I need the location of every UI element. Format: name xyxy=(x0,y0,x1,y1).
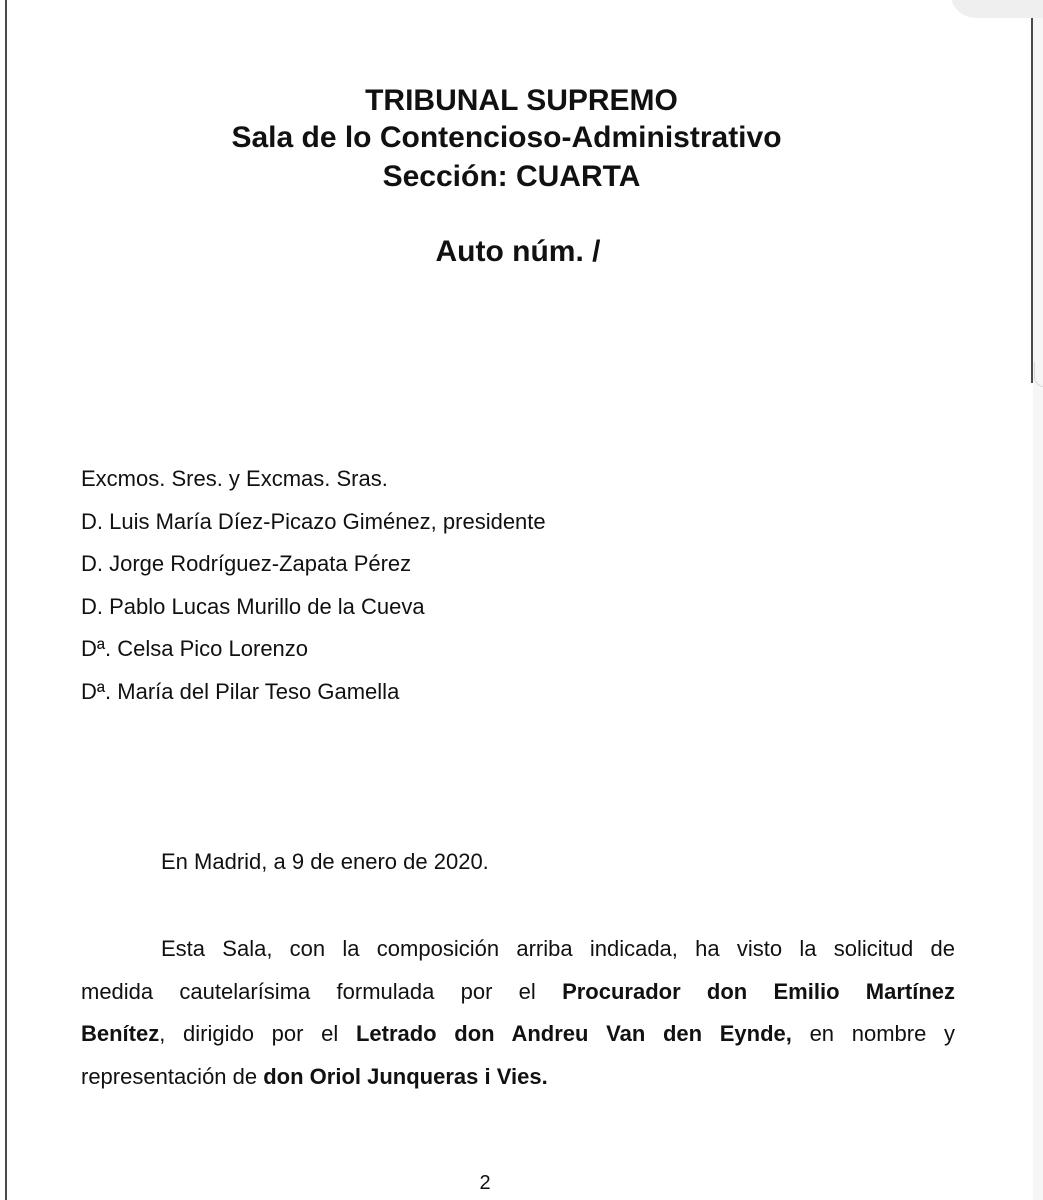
court-title: TRIBUNAL SUPREMO xyxy=(365,84,678,117)
section-title: Sección: CUARTA xyxy=(382,160,641,193)
body-text: representación de xyxy=(81,1063,264,1089)
judge-item: D. Luis María Díez-Picazo Giménez, presidente xyxy=(81,508,546,534)
body-line-4 xyxy=(81,1056,955,1099)
viewer-corner-tab xyxy=(950,0,1043,18)
body-text: medida cautelarísima formulada por el xyxy=(81,978,563,1004)
letrado-name: Letrado don Andreu Van den Eynde, xyxy=(355,1021,792,1046)
auto-number: Auto núm. / xyxy=(435,235,601,268)
place-date: En Madrid, a 9 de enero de 2020. xyxy=(161,849,489,874)
judge-item: D. Jorge Rodríguez-Zapata Pérez xyxy=(81,551,412,577)
judge-item: Dª. Celsa Pico Lorenzo xyxy=(81,636,309,662)
page-number: 2 xyxy=(479,1172,491,1194)
procurador-surname: Benítez xyxy=(81,1021,160,1046)
body-text: Esta Sala, con la composición arriba indicada, ha visto la solicitud de xyxy=(161,936,955,961)
body-line-3 xyxy=(81,1013,955,1056)
judges-intro: Excmos. Sres. y Excmas. Sras. xyxy=(81,466,388,491)
body-line-1 xyxy=(81,928,955,971)
judge-item: Dª. María del Pilar Teso Gamella xyxy=(81,678,400,704)
chamber-title: Sala de lo Contencioso-Administrativo xyxy=(231,121,782,154)
judges-list xyxy=(81,458,546,714)
judge-item: D. Pablo Lucas Murillo de la Cueva xyxy=(81,593,425,619)
body-paragraph xyxy=(81,928,955,1098)
body-line-2 xyxy=(81,971,955,1014)
viewer-right-margin xyxy=(1033,0,1043,1200)
client-name: don Oriol Junqueras i Vies. xyxy=(263,1063,548,1089)
body-text: en nombre y xyxy=(791,1021,955,1046)
body-text: , dirigido por el xyxy=(159,1021,356,1046)
scroll-indicator[interactable] xyxy=(1034,362,1043,387)
procurador-name: Procurador don Emilio Martínez xyxy=(562,978,956,1004)
